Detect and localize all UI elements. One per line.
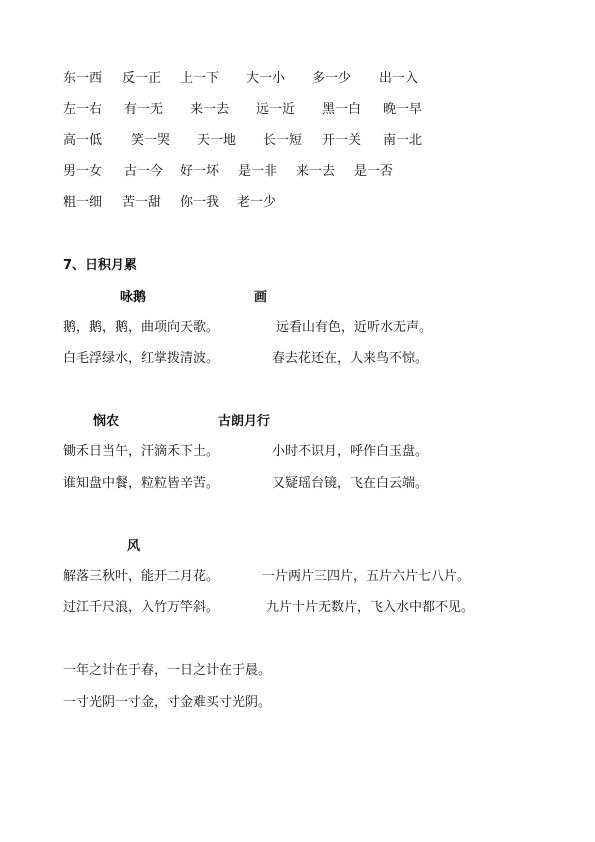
word-pair: 上一下 bbox=[180, 71, 220, 86]
poem-line: 一片两片三四片，五片六片七八片。 bbox=[262, 569, 471, 584]
word-pair: 来一去 bbox=[190, 102, 230, 117]
word-pair: 晚一早 bbox=[383, 102, 423, 117]
poem-line: 又疑瑶台镜，飞在白云端。 bbox=[272, 476, 429, 491]
word-pair: 你一我 bbox=[180, 195, 220, 210]
word-pair: 多一少 bbox=[312, 71, 352, 86]
poem-line: 春去花还在，人来鸟不惊。 bbox=[272, 351, 429, 366]
word-pair: 反一正 bbox=[122, 71, 162, 86]
word-pair: 高一低 bbox=[63, 133, 103, 148]
poem-title: 咏鹅 bbox=[120, 290, 147, 305]
word-pair: 古一今 bbox=[124, 164, 164, 179]
poem-line: 小时不识月，呼作白玉盘。 bbox=[272, 444, 429, 459]
word-pair: 东一西 bbox=[63, 71, 103, 86]
section-title: 7、日积月累 bbox=[63, 258, 138, 273]
word-pair: 来一去 bbox=[296, 164, 336, 179]
poem-line: 过江千尺浪，入竹万竿斜。 bbox=[63, 600, 220, 615]
saying-line: 一年之计在于春，一日之计在于晨。 bbox=[63, 663, 272, 678]
word-pair: 出一入 bbox=[379, 71, 419, 86]
word-pair: 老一少 bbox=[237, 195, 277, 210]
poem-line: 解落三秋叶，能开二月花。 bbox=[63, 569, 220, 584]
poem-title: 古朗月行 bbox=[218, 414, 271, 429]
poem-line: 远看山有色，近听水无声。 bbox=[276, 320, 433, 335]
word-pair: 男一女 bbox=[63, 164, 103, 179]
word-pair: 长一短 bbox=[263, 133, 303, 148]
saying-line: 一寸光阴一寸金，寸金难买寸光阴。 bbox=[63, 695, 272, 710]
word-pair: 左一右 bbox=[63, 102, 103, 117]
word-pair: 天一地 bbox=[197, 133, 237, 148]
word-pair: 有一无 bbox=[124, 102, 164, 117]
word-pair: 大一小 bbox=[246, 71, 286, 86]
poem-line: 白毛浮绿水，红掌拨清波。 bbox=[63, 351, 220, 366]
word-pair: 粗一细 bbox=[63, 195, 103, 210]
poem-title: 悯农 bbox=[93, 414, 120, 429]
poem-title: 画 bbox=[254, 290, 268, 305]
word-pair: 好一坏 bbox=[180, 164, 220, 179]
word-pair: 黑一白 bbox=[322, 102, 362, 117]
word-pair: 是一否 bbox=[354, 164, 394, 179]
poem-line: 谁知盘中餐，粒粒皆辛苦。 bbox=[63, 476, 220, 491]
poem-line: 九片十片无数片，飞入水中都不见。 bbox=[266, 600, 475, 615]
word-pair: 笑一哭 bbox=[131, 133, 171, 148]
word-pair: 苦一甜 bbox=[122, 195, 162, 210]
poem-line: 锄禾日当午，汗滴禾下土。 bbox=[63, 444, 220, 459]
word-pair: 南一北 bbox=[383, 133, 423, 148]
word-pair: 远一近 bbox=[256, 102, 296, 117]
poem-line: 鹅，鹅，鹅，曲项向天歌。 bbox=[63, 320, 220, 335]
word-pair: 开一关 bbox=[322, 133, 362, 148]
word-pair: 是一非 bbox=[238, 164, 278, 179]
poem-title: 风 bbox=[127, 539, 141, 554]
